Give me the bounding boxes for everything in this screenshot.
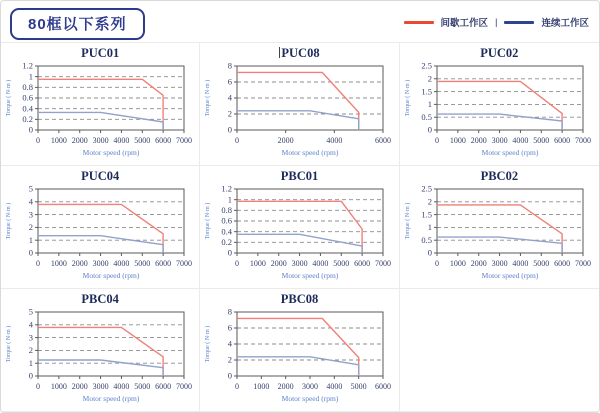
chart-title: PBC04 <box>81 292 119 306</box>
svg-text:2: 2 <box>428 73 433 84</box>
svg-text:1: 1 <box>228 194 233 205</box>
svg-text:5000: 5000 <box>533 259 550 268</box>
svg-text:3000: 3000 <box>92 136 109 145</box>
svg-text:0.6: 0.6 <box>22 92 34 103</box>
chart-plot-PBC04 <box>1 307 199 408</box>
svg-text:0.4: 0.4 <box>221 226 233 237</box>
svg-text:1: 1 <box>428 222 433 233</box>
svg-text:1000: 1000 <box>450 259 467 268</box>
svg-text:1: 1 <box>28 234 34 245</box>
y-axis-label: Torque ( N·m ) <box>6 79 13 117</box>
svg-text:0.2: 0.2 <box>221 237 233 248</box>
svg-text:6: 6 <box>228 322 233 333</box>
svg-text:4000: 4000 <box>512 259 529 268</box>
svg-text:4: 4 <box>28 319 34 330</box>
x-axis-label: Motor speed (rpm) <box>282 148 339 157</box>
chart-plot-PUC01 <box>1 61 199 162</box>
svg-text:5000: 5000 <box>134 259 151 268</box>
x-axis-label: Motor speed (rpm) <box>481 271 539 280</box>
empty-cell <box>400 289 599 412</box>
svg-text:5000: 5000 <box>134 136 151 145</box>
svg-text:5: 5 <box>28 184 34 194</box>
chart-plot-PBC02 <box>400 184 598 285</box>
svg-text:4000: 4000 <box>113 259 130 268</box>
svg-text:4000: 4000 <box>326 136 343 145</box>
chart-title: PUC08 <box>281 46 320 60</box>
svg-text:1: 1 <box>28 357 34 368</box>
svg-text:7000: 7000 <box>176 382 193 391</box>
svg-text:4000: 4000 <box>512 136 529 145</box>
svg-text:3: 3 <box>28 332 34 343</box>
page-header <box>1 1 599 42</box>
svg-text:5000: 5000 <box>351 382 368 391</box>
svg-text:7000: 7000 <box>575 136 592 145</box>
y-axis-label: Torque ( N·m ) <box>205 79 212 117</box>
chart-title: PUC04 <box>81 169 120 183</box>
svg-text:1000: 1000 <box>51 136 68 145</box>
svg-text:1000: 1000 <box>51 259 68 268</box>
svg-text:0.6: 0.6 <box>221 215 233 226</box>
chart-cell-PBC04 <box>1 289 200 412</box>
chart-plot-PUC08 <box>200 61 398 162</box>
svg-text:0: 0 <box>228 247 233 258</box>
x-axis-label: Motor speed (rpm) <box>82 271 140 280</box>
svg-text:3: 3 <box>28 209 34 220</box>
svg-text:2.5: 2.5 <box>421 61 433 71</box>
svg-text:0: 0 <box>228 370 233 381</box>
y-axis-label: Torque ( N·m ) <box>405 202 412 240</box>
svg-text:6000: 6000 <box>375 382 392 391</box>
svg-text:0: 0 <box>435 136 440 145</box>
chart-title: PBC01 <box>280 169 319 183</box>
svg-text:4000: 4000 <box>312 259 329 268</box>
svg-text:2000: 2000 <box>71 136 88 145</box>
intermittent-zone-label: 间歇工作区 <box>440 18 489 29</box>
continuous-zone-label: 连续工作区 <box>541 18 589 29</box>
svg-text:0.2: 0.2 <box>22 114 34 125</box>
svg-text:4: 4 <box>28 196 34 207</box>
svg-text:0.8: 0.8 <box>22 82 34 93</box>
svg-text:0: 0 <box>28 124 34 135</box>
svg-text:0: 0 <box>428 247 433 258</box>
svg-text:6000: 6000 <box>554 259 571 268</box>
svg-text:3000: 3000 <box>92 382 109 391</box>
intermittent-zone-line-icon <box>404 21 434 24</box>
chart-title: PBC08 <box>280 292 319 306</box>
svg-text:1.2: 1.2 <box>221 184 233 194</box>
svg-text:2: 2 <box>228 108 233 119</box>
svg-text:3000: 3000 <box>92 259 109 268</box>
svg-text:4: 4 <box>228 92 233 103</box>
svg-text:2000: 2000 <box>278 382 295 391</box>
svg-text:2000: 2000 <box>471 259 488 268</box>
svg-text:2000: 2000 <box>71 259 88 268</box>
svg-text:6000: 6000 <box>375 136 392 145</box>
y-axis-label: Torque ( N·m ) <box>6 202 13 240</box>
svg-text:8: 8 <box>228 61 233 71</box>
svg-text:1000: 1000 <box>250 259 267 268</box>
svg-text:0: 0 <box>36 136 41 145</box>
chart-cell-PUC02 <box>400 43 599 166</box>
svg-text:4000: 4000 <box>113 382 130 391</box>
chart-plot-PBC08 <box>200 307 398 408</box>
svg-text:0.5: 0.5 <box>421 111 433 122</box>
svg-text:6000: 6000 <box>155 136 172 145</box>
svg-text:6000: 6000 <box>155 259 172 268</box>
svg-text:1: 1 <box>428 99 433 110</box>
svg-text:1.5: 1.5 <box>421 86 433 97</box>
svg-text:6000: 6000 <box>554 136 571 145</box>
legend-separator: | <box>495 16 498 28</box>
chart-title: PUC02 <box>480 46 519 60</box>
svg-text:6000: 6000 <box>354 259 371 268</box>
x-axis-label: Motor speed (rpm) <box>82 148 140 157</box>
chart-plot-PUC04 <box>1 184 199 285</box>
svg-text:2000: 2000 <box>471 136 488 145</box>
chart-cell-PUC08 <box>200 43 399 166</box>
chart-plot-PUC02 <box>400 61 598 162</box>
svg-text:0.5: 0.5 <box>421 234 433 245</box>
chart-cell-PUC04 <box>1 166 200 289</box>
svg-text:1000: 1000 <box>253 382 270 391</box>
x-axis-label: Motor speed (rpm) <box>82 394 140 403</box>
svg-text:0: 0 <box>428 124 433 135</box>
svg-text:3000: 3000 <box>302 382 319 391</box>
svg-text:7000: 7000 <box>176 259 193 268</box>
svg-text:6: 6 <box>228 76 233 87</box>
y-axis-label: Torque ( N·m ) <box>205 202 212 240</box>
svg-text:0: 0 <box>36 259 41 268</box>
svg-text:3000: 3000 <box>491 136 508 145</box>
svg-text:7000: 7000 <box>375 259 392 268</box>
svg-text:3000: 3000 <box>292 259 309 268</box>
svg-text:5000: 5000 <box>333 259 350 268</box>
svg-text:2: 2 <box>28 345 34 356</box>
svg-text:6000: 6000 <box>155 382 172 391</box>
svg-text:0: 0 <box>435 259 440 268</box>
svg-text:2.5: 2.5 <box>421 184 433 194</box>
svg-text:2: 2 <box>28 222 34 233</box>
x-axis-label: Motor speed (rpm) <box>481 148 539 157</box>
chart-title: PUC01 <box>81 46 120 60</box>
svg-text:0.8: 0.8 <box>221 205 233 216</box>
chart-cell-PUC01 <box>1 43 200 166</box>
continuous-zone-line-icon <box>504 21 534 24</box>
chart-title: PBC02 <box>480 169 519 183</box>
svg-text:0.4: 0.4 <box>22 103 34 114</box>
y-axis-label: Torque ( N·m ) <box>405 79 412 117</box>
svg-text:2: 2 <box>428 196 433 207</box>
svg-text:5: 5 <box>28 307 34 317</box>
svg-text:1000: 1000 <box>450 136 467 145</box>
chart-cell-PBC02 <box>400 166 599 289</box>
svg-text:0: 0 <box>28 370 34 381</box>
svg-text:2000: 2000 <box>278 136 295 145</box>
svg-text:3000: 3000 <box>491 259 508 268</box>
chart-cell-PBC08 <box>200 289 399 412</box>
series-badge: 80框以下系列 <box>10 8 145 40</box>
y-axis-label: Torque ( N·m ) <box>205 325 212 363</box>
svg-text:0: 0 <box>36 382 41 391</box>
svg-text:2: 2 <box>228 354 233 365</box>
legend <box>404 15 590 29</box>
chart-grid <box>1 42 599 412</box>
svg-text:5000: 5000 <box>533 136 550 145</box>
svg-text:0: 0 <box>235 259 240 268</box>
svg-text:0: 0 <box>28 247 34 258</box>
svg-text:0: 0 <box>235 382 240 391</box>
x-axis-label: Motor speed (rpm) <box>282 394 339 403</box>
svg-text:5000: 5000 <box>134 382 151 391</box>
svg-text:0: 0 <box>235 136 240 145</box>
y-axis-label: Torque ( N·m ) <box>6 325 13 363</box>
svg-text:4000: 4000 <box>113 136 130 145</box>
svg-text:1000: 1000 <box>51 382 68 391</box>
chart-cell-PBC01 <box>200 166 399 289</box>
svg-text:0: 0 <box>228 124 233 135</box>
svg-text:7000: 7000 <box>176 136 193 145</box>
svg-text:4: 4 <box>228 338 233 349</box>
chart-plot-PBC01 <box>200 184 398 285</box>
svg-text:2000: 2000 <box>271 259 288 268</box>
x-axis-label: Motor speed (rpm) <box>282 271 339 280</box>
svg-text:8: 8 <box>228 307 233 317</box>
text-cursor <box>279 47 280 58</box>
svg-text:7000: 7000 <box>575 259 592 268</box>
svg-text:2000: 2000 <box>71 382 88 391</box>
svg-text:4000: 4000 <box>326 382 343 391</box>
svg-text:1: 1 <box>28 71 34 82</box>
svg-text:1.2: 1.2 <box>22 61 34 71</box>
svg-text:1.5: 1.5 <box>421 209 433 220</box>
